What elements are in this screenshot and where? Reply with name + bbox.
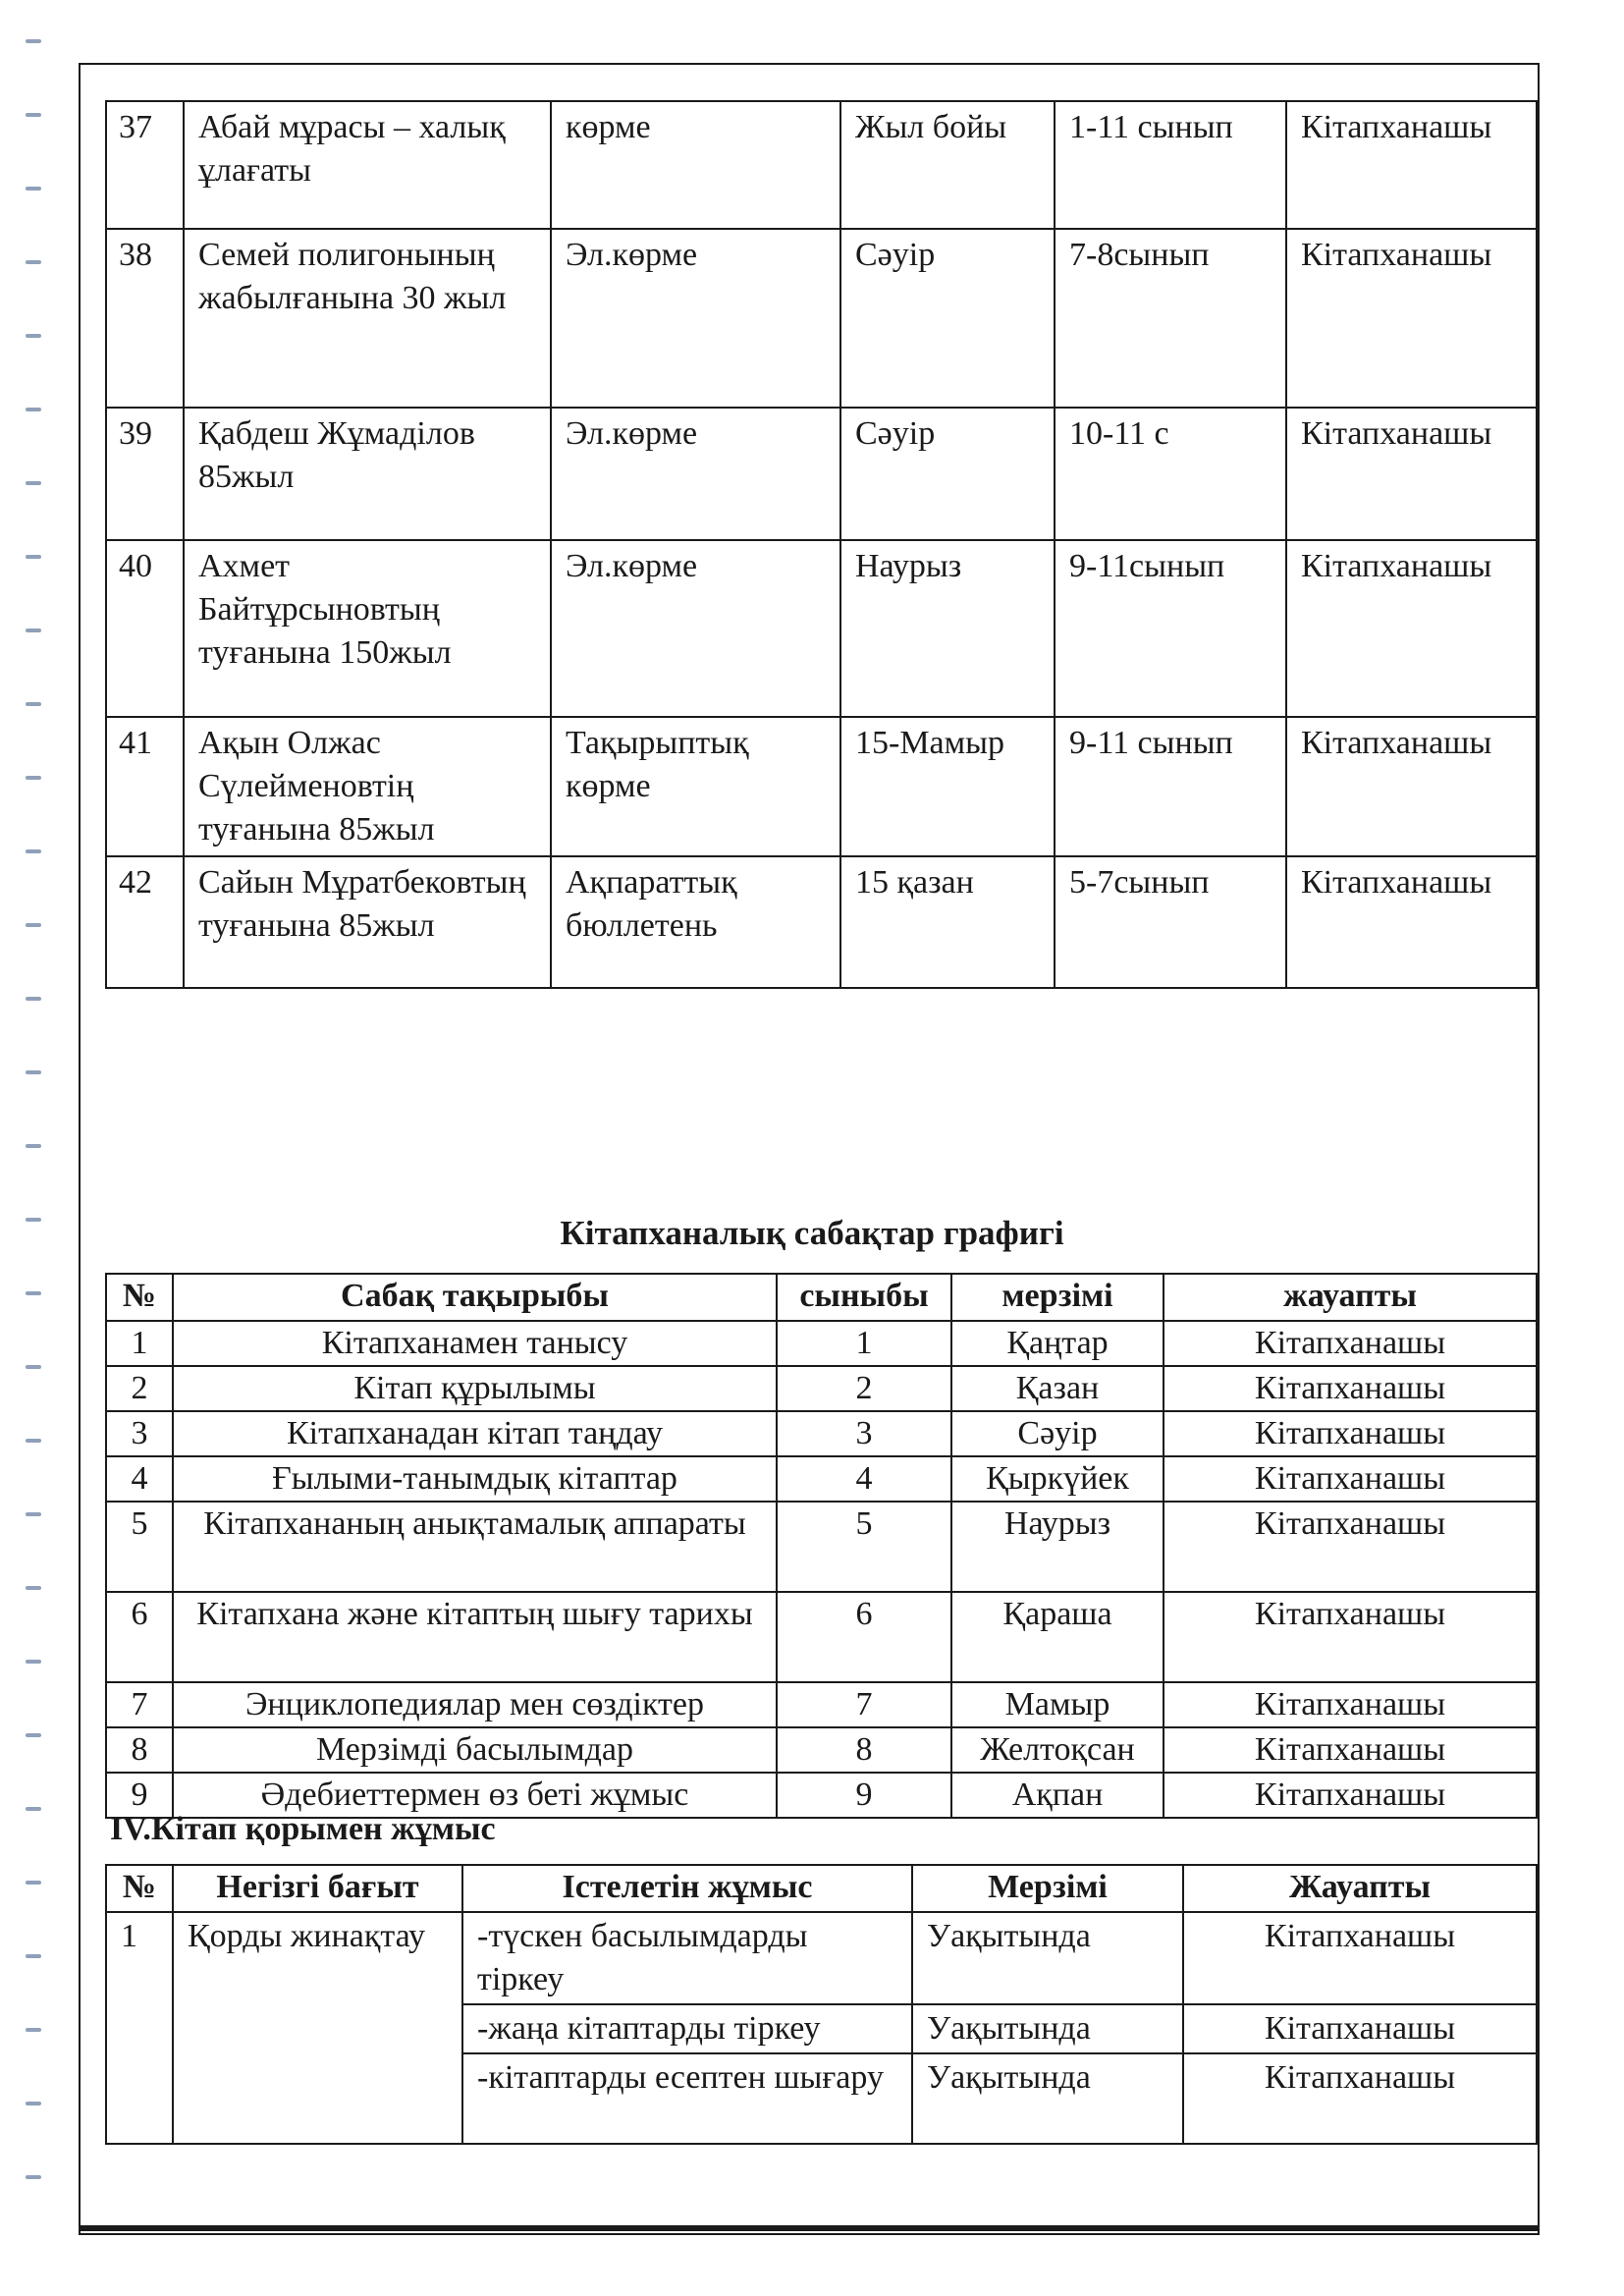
row-number: 6 [106,1592,173,1682]
row-number: 37 [106,101,184,229]
table-row [106,1456,1537,1502]
fund-work: -кітаптарды есептен шығару [462,2053,912,2144]
header-term: мерзімі [951,1274,1164,1321]
event-type: Ақпараттық бюллетень [551,856,840,988]
lesson-topic: Мерзімді басылымдар [173,1727,777,1773]
event-audience: 7-8сынып [1055,229,1286,408]
lesson-term: Қазан [951,1366,1164,1411]
event-title: Абай мұрасы – халық ұлағаты [184,101,551,229]
event-date: 15 қазан [840,856,1055,988]
fund-responsible: Кітапханашы [1183,1912,1537,2004]
fund-responsible: Кітапханашы [1183,2004,1537,2053]
row-number: 1 [106,1912,173,2144]
event-type: көрме [551,101,840,229]
lesson-topic: Кітап құрылымы [173,1366,777,1411]
event-responsible: Кітапханашы [1286,408,1537,540]
lesson-topic: Кітапхана және кітаптың шығу тарихы [173,1592,777,1682]
lesson-grade: 9 [777,1773,951,1818]
row-number: 3 [106,1411,173,1456]
lesson-topic: Ғылыми-танымдық кітаптар [173,1456,777,1502]
lesson-topic: Энциклопедиялар мен сөздіктер [173,1682,777,1727]
event-date: Сәуір [840,408,1055,540]
fund-direction: Қорды жинақтау [173,1912,462,2144]
table-row [106,540,1537,717]
row-number: 39 [106,408,184,540]
lesson-term: Қаңтар [951,1321,1164,1366]
row-number: 9 [106,1773,173,1818]
lesson-responsible: Кітапханашы [1164,1682,1537,1727]
event-audience: 10-11 с [1055,408,1286,540]
lesson-grade: 7 [777,1682,951,1727]
table-row [106,1366,1537,1411]
table-header-row [106,1274,1537,1321]
event-responsible: Кітапханашы [1286,540,1537,717]
event-date: Жыл бойы [840,101,1055,229]
row-number: 8 [106,1727,173,1773]
lesson-term: Қыркүйек [951,1456,1164,1502]
lesson-responsible: Кітапханашы [1164,1321,1537,1366]
row-number: 1 [106,1321,173,1366]
header-responsible: жауапты [1164,1274,1537,1321]
lesson-grade: 8 [777,1727,951,1773]
event-audience: 9-11 сынып [1055,717,1286,856]
event-title: Ахмет Байтұрсыновтың туғанына 150жыл [184,540,551,717]
table-header-row [106,1865,1537,1912]
lesson-responsible: Кітапханашы [1164,1727,1537,1773]
fund-table [105,1864,1538,2145]
header-number: № [106,1274,173,1321]
fund-term: Уақытында [912,1912,1183,2004]
row-number: 5 [106,1502,173,1592]
table-row [106,1912,1537,2004]
table-row [106,1411,1537,1456]
binding-margin [0,0,59,2296]
table-row [106,1502,1537,1592]
lesson-responsible: Кітапханашы [1164,1773,1537,1818]
lessons-title: Кітапханалық сабақтар графигі [560,1214,1064,1252]
lesson-topic: Кітапханамен танысу [173,1321,777,1366]
page-frame-bottom [79,2221,1540,2231]
table-row [106,856,1537,988]
event-date: 15-Мамыр [840,717,1055,856]
header-responsible: Жауапты [1183,1865,1537,1912]
event-audience: 1-11 сынып [1055,101,1286,229]
lesson-grade: 5 [777,1502,951,1592]
lesson-term: Қараша [951,1592,1164,1682]
lesson-responsible: Кітапханашы [1164,1502,1537,1592]
table-row [106,229,1537,408]
fund-responsible: Кітапханашы [1183,2053,1537,2144]
lesson-responsible: Кітапханашы [1164,1411,1537,1456]
table-row [106,1682,1537,1727]
row-number: 7 [106,1682,173,1727]
lessons-table [105,1273,1538,1819]
table-row [106,408,1537,540]
row-number: 4 [106,1456,173,1502]
header-number: № [106,1865,173,1912]
event-type: Эл.көрме [551,229,840,408]
lesson-term: Наурыз [951,1502,1164,1592]
lesson-responsible: Кітапханашы [1164,1592,1537,1682]
fund-term: Уақытында [912,2004,1183,2053]
event-type: Эл.көрме [551,408,840,540]
event-responsible: Кітапханашы [1286,101,1537,229]
table-row [106,101,1537,229]
event-audience: 9-11сынып [1055,540,1286,717]
event-responsible: Кітапханашы [1286,229,1537,408]
lesson-grade: 2 [777,1366,951,1411]
event-date: Сәуір [840,229,1055,408]
event-title: Сайын Мұратбековтың туғанына 85жыл [184,856,551,988]
lesson-grade: 1 [777,1321,951,1366]
lesson-grade: 4 [777,1456,951,1502]
row-number: 41 [106,717,184,856]
row-number: 38 [106,229,184,408]
event-date: Наурыз [840,540,1055,717]
table-row [106,1592,1537,1682]
table-row [106,1321,1537,1366]
header-topic: Сабақ тақырыбы [173,1274,777,1321]
fund-work: -түскен басылымдарды тіркеу [462,1912,912,2004]
event-audience: 5-7сынып [1055,856,1286,988]
lesson-term: Ақпан [951,1773,1164,1818]
event-title: Ақын Олжас Сүлейменовтің туғанына 85жыл [184,717,551,856]
section-iv-heading: IV.Кітап қорымен жұмыс [110,1811,496,1847]
fund-term: Уақытында [912,2053,1183,2144]
event-type: Эл.көрме [551,540,840,717]
lesson-topic: Кітапханадан кітап таңдау [173,1411,777,1456]
table-row [106,717,1537,856]
header-work: Істелетін жұмыс [462,1865,912,1912]
row-number: 40 [106,540,184,717]
event-title: Семей полигонының жабылғанына 30 жыл [184,229,551,408]
lesson-grade: 6 [777,1592,951,1682]
table-row [106,1727,1537,1773]
lesson-responsible: Кітапханашы [1164,1456,1537,1502]
fund-work: -жаңа кітаптарды тіркеу [462,2004,912,2053]
lesson-term: Мамыр [951,1682,1164,1727]
header-direction: Негізгі бағыт [173,1865,462,1912]
event-type: Тақырыптық көрме [551,717,840,856]
header-term: Мерзімі [912,1865,1183,1912]
event-responsible: Кітапханашы [1286,717,1537,856]
event-title: Қабдеш Жұмаділов 85жыл [184,408,551,540]
row-number: 42 [106,856,184,988]
lesson-topic: Әдебиеттермен өз беті жұмыс [173,1773,777,1818]
row-number: 2 [106,1366,173,1411]
header-grade: сыныбы [777,1274,951,1321]
lesson-term: Желтоқсан [951,1727,1164,1773]
events-table [105,100,1538,989]
event-responsible: Кітапханашы [1286,856,1537,988]
lesson-topic: Кітапхананың анықтамалық аппараты [173,1502,777,1592]
lesson-responsible: Кітапханашы [1164,1366,1537,1411]
lesson-term: Сәуір [951,1411,1164,1456]
lesson-grade: 3 [777,1411,951,1456]
